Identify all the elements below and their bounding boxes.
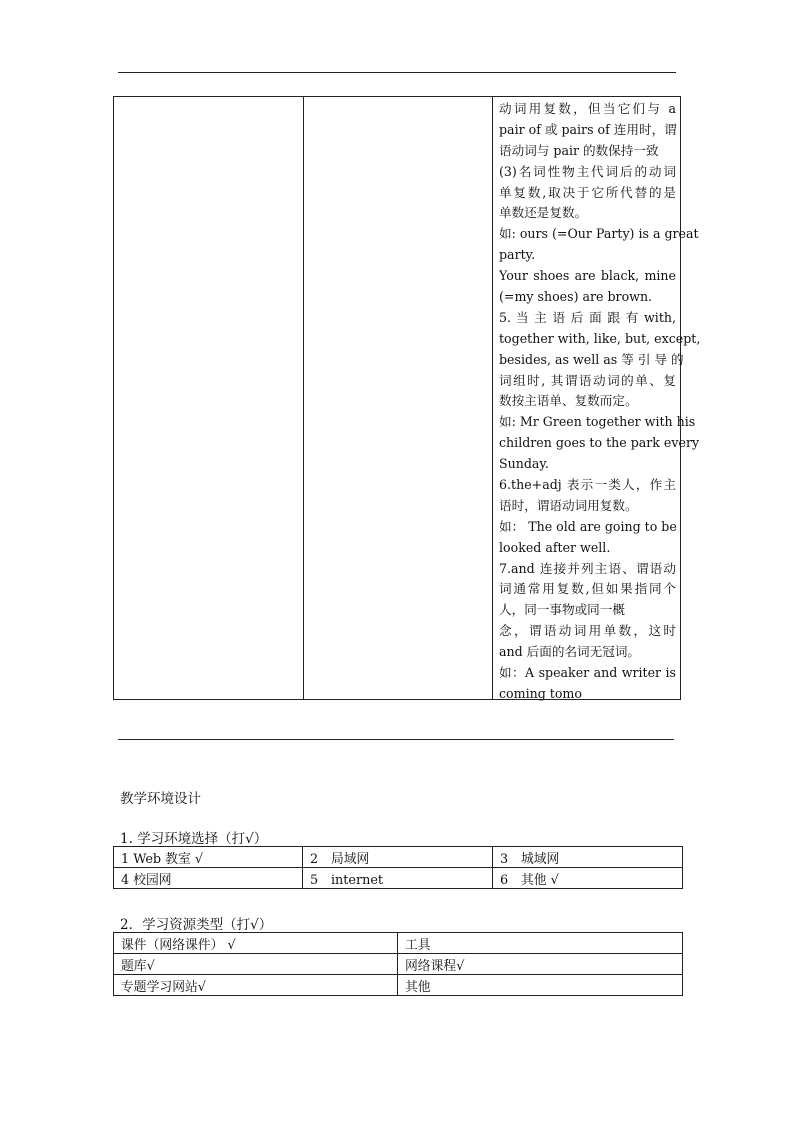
table-cell: 工具	[398, 933, 683, 954]
table-cell: 6 其他 √	[493, 868, 683, 889]
note-line: Sunday.	[499, 456, 549, 472]
section-title: 教学环境设计	[120, 791, 201, 807]
table-cell: 课件（网络课件） √	[114, 933, 398, 954]
note-line: party.	[499, 247, 536, 263]
note-line: 念，谓语动词用单数，这时	[499, 623, 676, 639]
note-line: 语动词与 pair 的数保持一致	[499, 142, 659, 158]
table-cell: 1 Web 教室 √	[114, 847, 303, 868]
note-line: children goes to the park every	[499, 435, 700, 451]
note-line: 5. 当 主 语 后 面 跟 有 with,	[499, 309, 676, 325]
note-line: 如: ours (=Our Party) is a great	[499, 226, 699, 242]
note-line: 7.and 连接并列主语、谓语动	[499, 560, 676, 576]
note-line: together with, like, but, except,	[499, 330, 701, 346]
table-cell: 网络课程√	[398, 954, 683, 975]
note-line: and 后面的名词无冠词。	[499, 644, 641, 660]
note-line: looked after well.	[499, 539, 611, 555]
table-cell: 专题学习网站√	[114, 975, 398, 996]
note-line: coming tomo	[499, 685, 582, 701]
note-line: 如： The old are going to be	[499, 518, 677, 534]
table-cell: 其他	[398, 975, 683, 996]
note-line: 单复数,取决于它所代替的是	[499, 184, 676, 200]
environment-table	[113, 846, 683, 889]
note-line: (3)名词性物主代词后的动词	[499, 163, 676, 179]
grammar-notes-cell	[499, 99, 701, 705]
lesson-table	[113, 96, 701, 701]
note-line: 动词用复数，但当它们与 a	[499, 101, 676, 116]
header-rule	[118, 72, 676, 73]
table-row	[114, 933, 683, 954]
note-line: 数按主语单、复数而定。	[499, 393, 638, 409]
note-line: 词组时, 其谓语动词的单、复	[499, 372, 676, 388]
note-line: Your shoes are black, mine	[499, 268, 676, 284]
table-cell: 5 internet	[303, 868, 493, 889]
resource-question-heading: 2．学习资源类型（打√）	[120, 917, 273, 933]
column-divider	[303, 97, 304, 699]
section-rule	[118, 739, 674, 740]
note-line: pair of 或 pairs of 连用时，谓	[499, 121, 677, 137]
note-line: 6.the+adj 表示一类人，作主	[499, 477, 676, 493]
note-line: besides, as well as 等 引 导 的	[499, 351, 684, 367]
column-divider	[492, 97, 493, 699]
table-row	[114, 847, 683, 868]
note-line: (=my shoes) are brown.	[499, 289, 653, 305]
table-cell: 2 局域网	[303, 847, 493, 868]
note-line: 语时，谓语动词用复数。	[499, 497, 638, 513]
table-cell: 题库√	[114, 954, 398, 975]
resource-table	[113, 932, 683, 996]
note-line: 单数还是复数。	[499, 205, 588, 221]
table-row	[114, 975, 683, 996]
note-line: 如：A speaker and writer is	[499, 665, 676, 681]
table-cell: 4 校园网	[114, 868, 303, 889]
table-row	[114, 868, 683, 889]
note-line: 人，同一事物或同一概	[499, 602, 625, 618]
table-cell: 3 城域网	[493, 847, 683, 868]
environment-question-heading: 1. 学习环境选择（打√）	[120, 831, 268, 847]
note-line: 如: Mr Green together with his	[499, 414, 696, 430]
note-line: 词通常用复数,但如果指同个	[499, 581, 676, 597]
table-row	[114, 954, 683, 975]
